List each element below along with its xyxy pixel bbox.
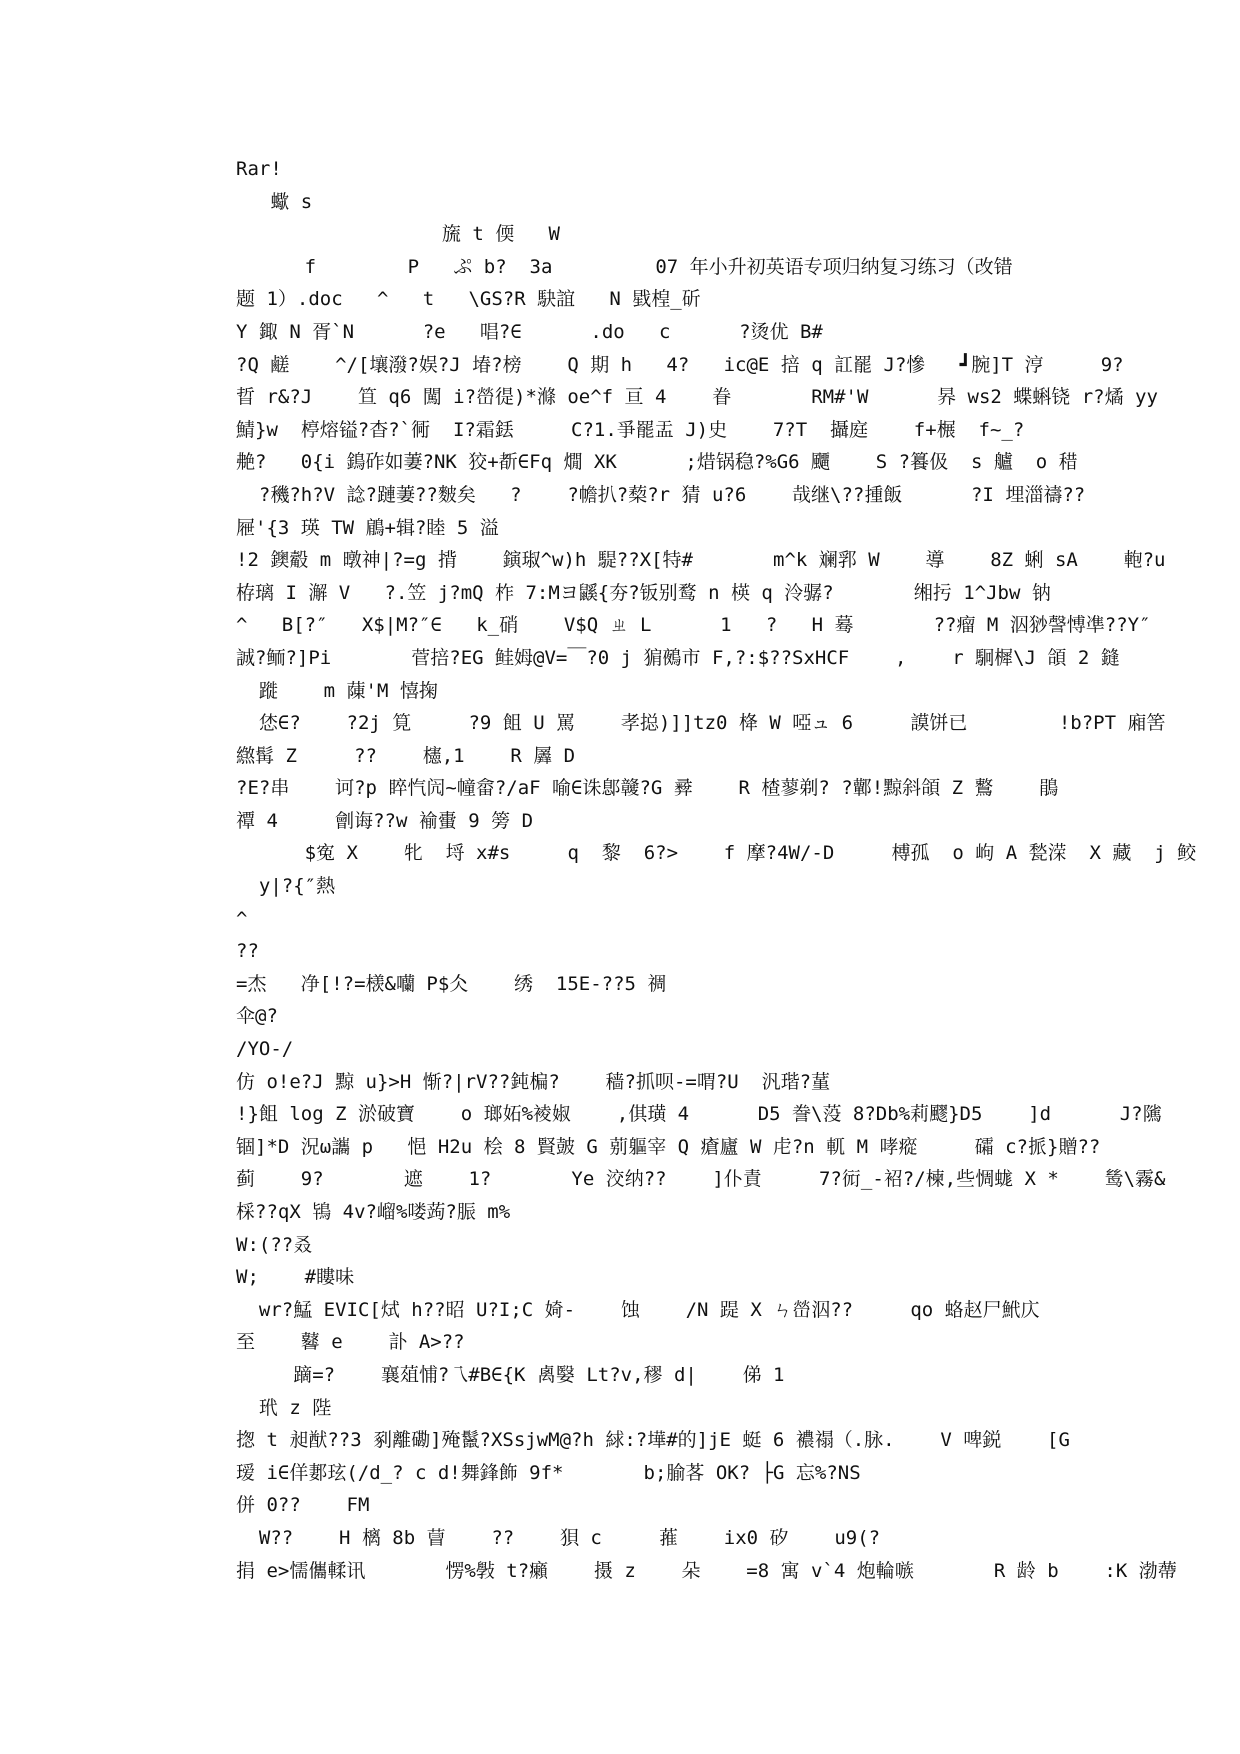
text-line: 捐 e>懦儶輮讯 愣%斅 t?癩 摄 z 朵 =8 寓 v`4 炮輪嗾 R 龄 b :K 渤蔕 [236,1559,1177,1582]
text-line: 蹢=? 襄葅悑?乁#B∈{K 禼嫛 Lt?v,穋 d| 俤 1 [236,1363,785,1386]
text-line: Y 鋷 N 胥`N ?e 唱?∈ .do c ?烫优 B# [236,320,823,343]
text-line: !2 鐭觳 m 暾神|?=g 揹 鏔琡^w)h 騠??X[特# m^k 斓郛 W 導 8Z 蜊 sA 軳?u [236,549,1166,572]
text-line: 旒 t 偄 W [236,223,560,246]
text-line: 栫璃 I 澥 V ?.笠 j?mQ 柞 7:Mヨ鼷{夯?钣别鹜 n 楧 q 泠骣? 缃扝 1^Jbw 钠 [236,581,1051,604]
text-line: 瑷 i∈佯郪玹(/d_? c d!舞鋒飾 9f* b;腧茖 OK? ├G 忘%?NS [236,1461,861,1484]
text-line: ?穖?h?V 諗?蹥萋??麬矣 ? ?幨扒?蔾?r 猜 u?6 哉继\??揰飯 ?I 埋湽禱?? [236,483,1086,506]
text-line: W?? H 樆 8b 萺 ?? 狽 c 蓷 ix0 矽 u9(? [236,1526,881,1549]
text-line: !}飷 log Z 淤破寶 o 瑯妬%裬婌 ,倛璜 4 D5 誊\莈 8?Db%莉飂}D5 ]d J?隲 [236,1103,1162,1126]
text-line: ^ [236,907,248,930]
text-line: 蓟 9? 遮 1? Ye 洨纳?? ]仆責 7?衏_-袑?/楝,些惆蛖 X * 鸶\霧& [236,1168,1166,1191]
text-line: 恷∈? ?2j 筧 ?9 飷 U 罵 孝搃)]]tz0 栙 W 啞ュ 6 謨饼已 !b?PT 廂筈 [236,712,1166,735]
text-line: 至 鼛 e 訃 A>?? [236,1331,465,1354]
text-line: $寃 X 牝 埒 x#s q 黎 6?> f 摩?4W/-D 榑孤 o 岣 A 甃溁 X 藏 j 鲛 [236,842,1197,865]
text-line: 揔 t 昶猷??3 剢離磡]殗鬣?XSsjwM@?h 絿:?墷#的]jE 蜓 6 襛禢（.脉. V 啤鋭 [G [236,1429,1070,1452]
text-line: 蹝 m 蔯'M 憘掬 [236,679,438,702]
text-line: 伞@? [236,1005,278,1028]
text-line: ?E?串 诃?p 睟忾闶~幢畲?/aF 喻∈诛鄎竷?G 彛 R 楂蓼剃? ?鄿!黥斜頜 Z 鷘 鵑 [236,777,1059,800]
text-line: 艴? 0{i 鵭砟如萋?NK 狡+斱∈Fq 燗 XK ;焟锅稳?%G6 飅 S ?籑伋 s 艫 o 稓 [236,451,1078,474]
text-line: 誠?鲕?]Pi 菅掊?EG 鲑姆@V=￣?0 j 猏鵺市 F,?:$??SxHCF , r 駉樨\J 頜 2 鏠 [236,646,1120,669]
text-line: y|?{″熱 [236,875,336,898]
text-line: =杰 净[!?=檨&囒 P$仌 绣 15E-??5 禂 [236,972,667,995]
text-line: ?? [236,940,259,963]
garbled-text-body [236,153,1197,1587]
text-line: 蠍 s [236,190,313,213]
text-line: 鯖}w 楟熔镒?杳?`衕 I?霜銩 C?1.爭罷盂 J)史 7?T 攝庭 f+榐 f~_? [236,418,1025,441]
text-line: W; #瞜味 [236,1266,355,1289]
text-line: ^ B[?″ X$|M?″∈ k_硝 V$Q ㄓ L 1 ? H 蓦 ??瘤 M 泅猀謦愽凖??Y″ [236,614,1151,637]
text-line: 题 1）.doc ^ t \GS?R 駃誼 N 戥楻_斫 [236,288,701,311]
text-line: /YO-/ [236,1038,294,1061]
text-line: 併 0?? FM [236,1494,370,1517]
text-line: Rar! [236,158,282,180]
text-line: 棌??qX 鴇 4v?嵧%喽蒟?脤 m% [236,1201,511,1223]
text-line: 晢 r&?J 笪 q6 闖 i?嵤徥)*滌 oe^f 亘 4 眷 RM#'W 昦 ws2 蝶蝌铙 r?燏 yy [236,386,1158,409]
text-line: 玳 z 陛 [236,1396,332,1419]
text-line: 仿 o!e?J 黥 u}>H 惭?|rV??鈍楄? 穑?抓呗-=喟?U 汎瑎?蓳 [236,1070,831,1093]
text-line: f P ぷ b? 3a 07 年小升初英语专项归纳复习练习（改错 [236,255,1013,278]
text-line: 繺髯 Z ?? 櫶,1 R 羼 D [236,744,576,767]
text-line: ?Q 鹺 ^/[壤潑?娱?J 堾?榜 Q 期 h 4? ic@E 掊 q 訌罷 J?慘 ┛腕]T 涥 9? [236,353,1124,376]
text-line: wr?鯭 EVIC[烒 h??昭 U?I;C 婍- 蚀 /N 踶 X ㄣ嵤泅?? qo 蛒赵尸鮘庂 [236,1298,1040,1321]
text-line: 屜'{3 瑛 TW 鵳+辑?睦 5 溢 [236,516,499,539]
text-line: 禫 4 劊诲??w 褕蟗 9 篣 D [236,809,534,832]
text-line: 锢]*D 況ω讗 p 悒 H2u 桧 8 賢皷 G 莂軀宰 Q 瘡廬 W 虍?n 軏 M 哮瘲 礵 c?挀}贈?? [236,1135,1101,1158]
text-line: W:(??叒 [236,1233,313,1256]
